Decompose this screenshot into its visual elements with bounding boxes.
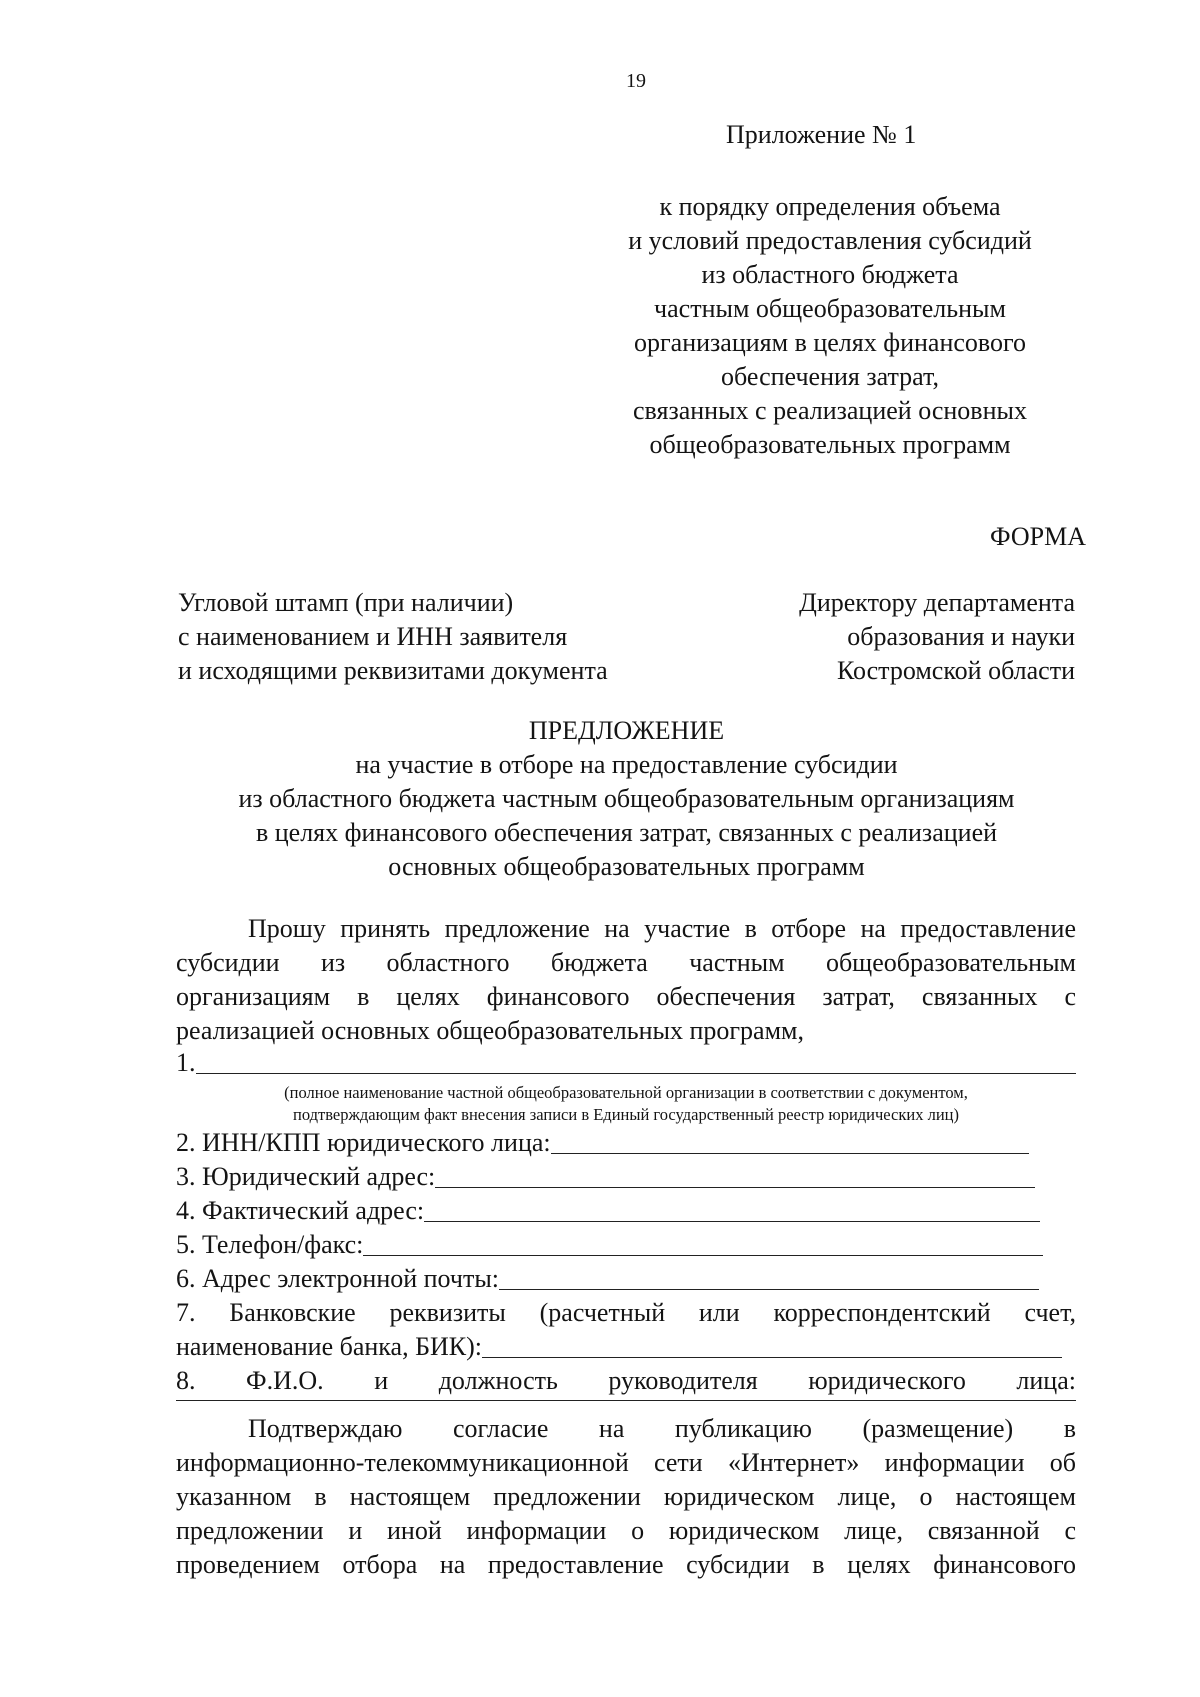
annex-line: частным общеобразовательным — [654, 294, 1006, 323]
annex-line: общеобразовательных программ — [649, 430, 1011, 459]
addressee-line: образования и науки — [847, 622, 1075, 651]
field-hint — [176, 1082, 1076, 1126]
annex-line: организациям в целях финансового — [633, 328, 1027, 357]
field-phone-fax — [176, 1228, 1076, 1262]
field-email — [176, 1262, 1076, 1296]
consent-paragraph-line: предложении и иной информации о юридическом лице, связанной с — [176, 1516, 1076, 1545]
addressee-line: Директору департамента — [799, 588, 1075, 617]
annex-line: из областного бюджета — [701, 260, 959, 289]
fill-line[interactable] — [551, 1129, 1029, 1154]
annex-line: к порядку определения объема — [659, 192, 1001, 221]
request-paragraph-line: Прошу принять предложение на участие в отборе на предоставление — [248, 914, 1076, 943]
field-director-label: 8. Ф.И.О. и должность руководителя юридического лица: — [176, 1366, 1076, 1395]
request-paragraph-line: субсидии из областного бюджета частным общеобразовательным — [176, 948, 1076, 977]
fill-line[interactable] — [176, 1400, 1076, 1401]
field-actual-address — [176, 1194, 1076, 1228]
field-bank-details-label: 7. Банковские реквизиты (расчетный или корреспондентский счет, — [176, 1298, 1076, 1327]
hint-line: подтверждающим факт внесения записи в Единый государственный реестр юридических лиц) — [293, 1105, 959, 1124]
field-label: 1. — [176, 1048, 196, 1077]
field-label: 6. Адрес электронной почты: — [176, 1264, 500, 1293]
request-paragraph-line: организациям в целях финансового обеспечения затрат, связанных с — [176, 982, 1076, 1011]
field-bank-details — [176, 1330, 1076, 1364]
field-inn-kpp — [176, 1126, 1076, 1160]
annex-line: связанных с реализацией основных — [633, 396, 1027, 425]
fill-line[interactable] — [424, 1197, 1040, 1222]
stamp-line: с наименованием и ИНН заявителя — [178, 622, 568, 651]
proposal-subtitle-line: из областного бюджета частным общеобразовательным организациям — [238, 784, 1015, 813]
consent-paragraph-line: проведением отбора на предоставление субсидии в целях финансового — [176, 1550, 1076, 1579]
annex-line: обеспечения затрат, — [721, 362, 939, 391]
annex-reference — [590, 190, 1070, 462]
fill-line[interactable] — [363, 1231, 1043, 1256]
field-label: 5. Телефон/факс: — [176, 1230, 364, 1259]
stamp-line: Угловой штамп (при наличии) — [178, 588, 514, 617]
addressee-line: Костромской области — [836, 656, 1075, 685]
annex-title: Приложение № 1 — [726, 120, 917, 149]
corner-stamp-note — [178, 586, 608, 688]
proposal-title: ПРЕДЛОЖЕНИЕ — [528, 716, 725, 745]
proposal-subtitle-line: в целях финансового обеспечения затрат, связанных с реализацией — [255, 818, 998, 847]
fill-line[interactable] — [482, 1333, 1062, 1358]
addressee — [750, 586, 1075, 688]
consent-paragraph-line: указанном в настоящем предложении юридическом лице, о настоящем — [176, 1482, 1076, 1511]
proposal-heading — [178, 714, 1075, 884]
consent-paragraph-line: Подтверждаю согласие на публикацию (размещение) в — [248, 1414, 1076, 1443]
annex-line: и условий предоставления субсидий — [628, 226, 1032, 255]
field-label: 3. Юридический адрес: — [176, 1162, 436, 1191]
consent-paragraph-line: информационно-телекоммуникационной сети «Интернет» информации об — [176, 1448, 1076, 1477]
field-label: 2. ИНН/КПП юридического лица: — [176, 1128, 551, 1157]
field-label: 4. Фактический адрес: — [176, 1196, 425, 1225]
stamp-line: и исходящими реквизитами документа — [178, 656, 608, 685]
field-label: наименование банка, БИК): — [176, 1332, 483, 1361]
field-organization-name — [176, 1046, 1076, 1080]
form-label: ФОРМА — [990, 522, 1086, 551]
hint-line: (полное наименование частной общеобразовательной организации в соответствии с документом, — [284, 1083, 968, 1102]
fill-line[interactable] — [435, 1163, 1035, 1188]
fill-line[interactable] — [499, 1265, 1039, 1290]
request-paragraph-line: реализацией основных общеобразовательных программ, — [176, 1016, 804, 1045]
proposal-subtitle-line: на участие в отборе на предоставление субсидии — [355, 750, 898, 779]
field-legal-address — [176, 1160, 1076, 1194]
proposal-subtitle-line: основных общеобразовательных программ — [388, 852, 865, 881]
page-number: 19 — [626, 70, 646, 92]
fill-line[interactable] — [196, 1049, 1077, 1074]
